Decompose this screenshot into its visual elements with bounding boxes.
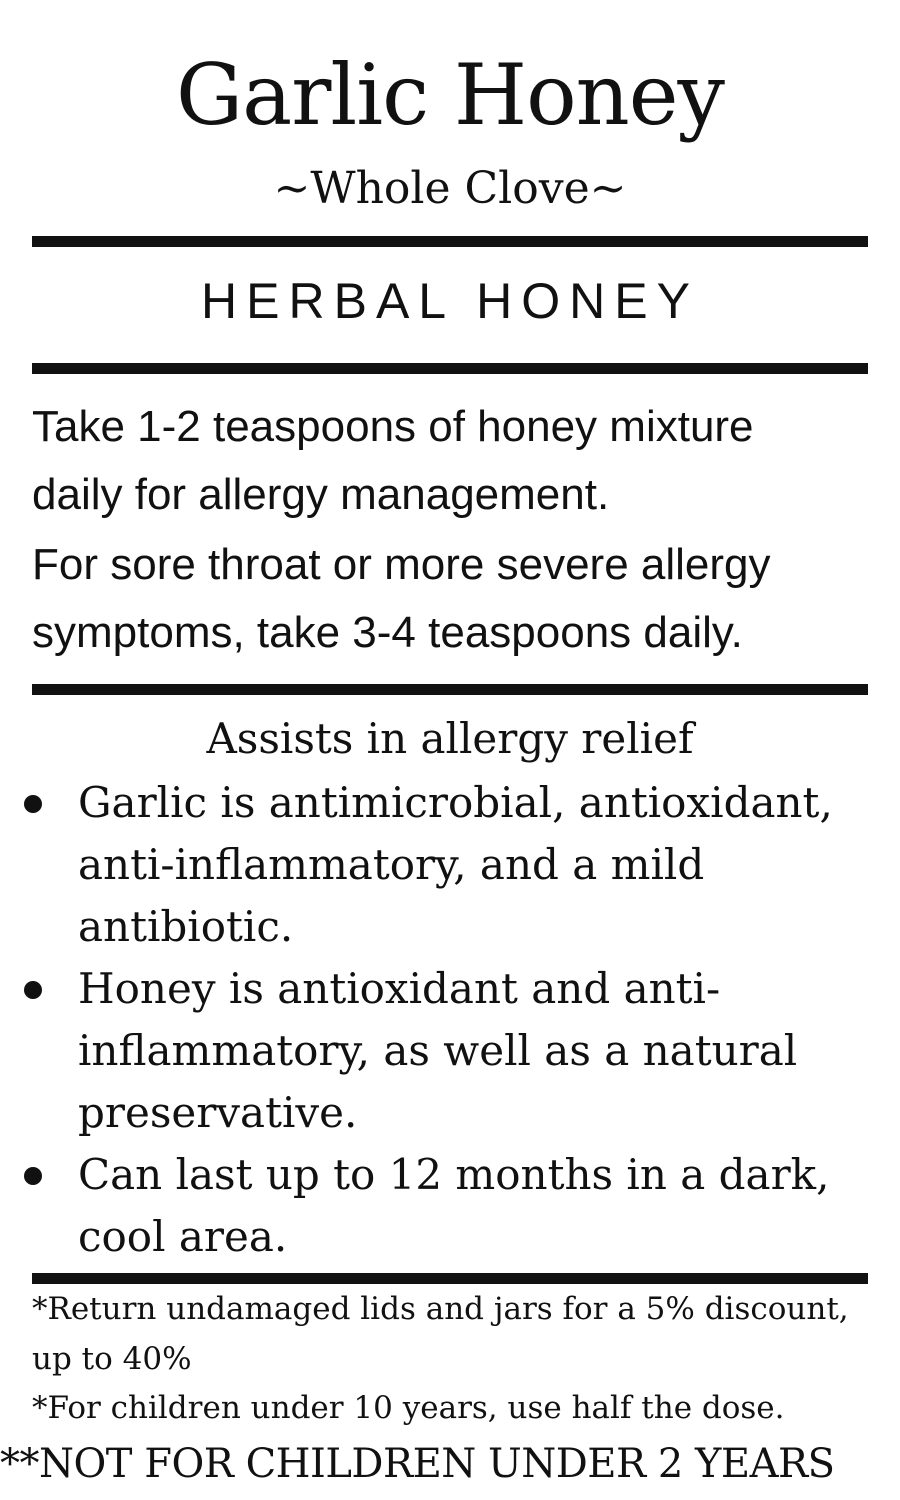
note-children-dose: *For children under 10 years, use half the dose. [32,1390,785,1426]
directions-line-1: Take 1-2 teaspoons of honey mixture [32,402,754,451]
benefit-item-garlic: Garlic is antimicrobial, antioxidant, anti-inflammatory, and a mild antibiotic. [78,778,833,951]
bullet-icon [24,795,42,813]
benefits-heading: Assists in allergy relief [206,714,694,763]
divider-directions [32,684,868,695]
directions-line-3: For sore throat or more severe allergy [32,540,771,589]
product-title: Garlic Honey [176,46,724,144]
product-subtitle: ~Whole Clove~ [273,163,627,214]
directions-line-4: symptoms, take 3-4 teaspoons daily. [32,608,743,657]
divider-notes [32,1273,868,1284]
warning-text: **NOT FOR CHILDREN UNDER 2 YEARS [0,1441,835,1487]
divider-section [32,363,868,374]
directions-line-2: daily for allergy management. [32,470,610,519]
benefit-item-shelf-life: Can last up to 12 months in a dark, cool area. [78,1150,830,1261]
benefit-item-honey: Honey is antioxidant and anti-inflammatory, as well as a natural preservative. [78,964,798,1137]
section-heading: HERBAL HONEY [201,273,699,329]
note-return-jars: *Return undamaged lids and jars for a 5% discount, up to 40% [32,1291,849,1377]
bullet-icon [24,1167,42,1185]
divider-top [32,236,868,247]
bullet-icon [24,981,42,999]
